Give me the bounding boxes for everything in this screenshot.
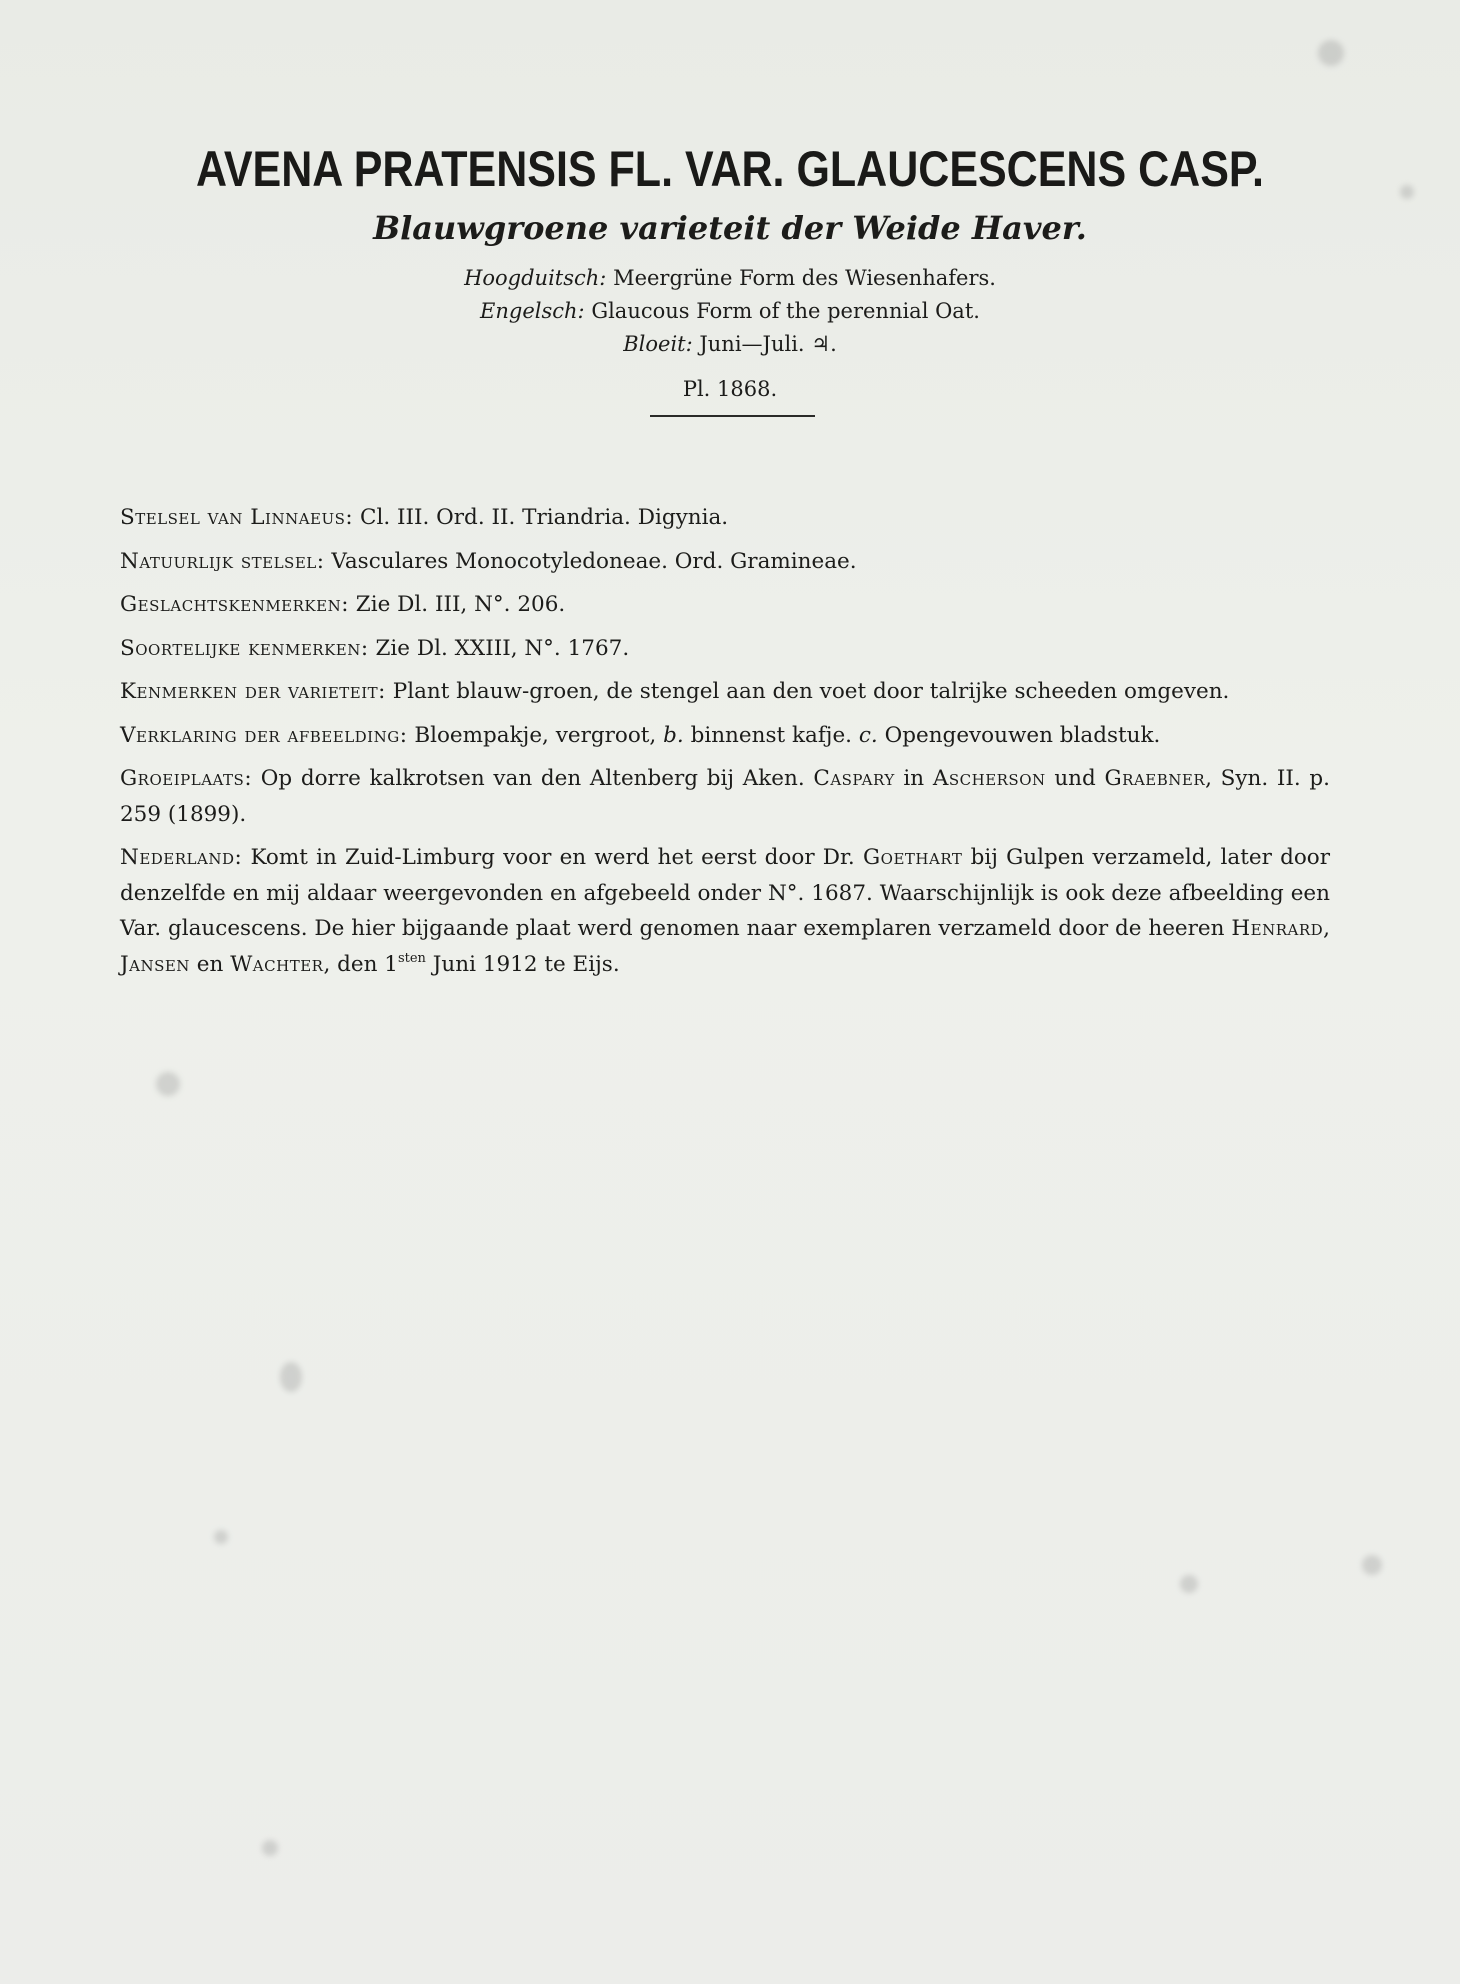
entry-label: Nederland: — [120, 845, 243, 870]
entry-value: en — [196, 951, 224, 977]
person-name: Goethart — [862, 845, 963, 870]
entry-value: , — [1323, 916, 1330, 941]
paper-spot — [280, 1362, 302, 1392]
german-value: Meergrüne Form des Wiesenhafers. — [613, 266, 996, 290]
english-value: Glaucous Form of the perennial Oat. — [591, 299, 980, 323]
figure-letter: b. — [663, 722, 684, 748]
plate-number: Pl. 1868. — [682, 377, 778, 401]
entry-label: Groeiplaats: — [120, 766, 253, 791]
entry-value: Komt in Zuid-Limburg voor en werd het eerst door Dr. — [250, 845, 855, 870]
figure-letter: c. — [858, 722, 878, 748]
entry-label: Natuurlijk stelsel: — [120, 548, 325, 574]
bloom-period — [0, 328, 1460, 361]
entry-natural-system — [120, 544, 1330, 580]
german-label: Hoogduitsch: — [464, 266, 607, 290]
entry-value: , Syn. II. p. 259 (1899). — [120, 766, 1330, 827]
entry-value: und — [1054, 766, 1096, 791]
entry-value: Opengevouwen bladstuk. — [884, 722, 1161, 748]
paper-spot — [1318, 40, 1344, 66]
page-title: AVENA PRATENSIS FL. VAR. GLAUCESCENS CASP. — [196, 141, 1264, 197]
entry-label: Stelsel van Linnaeus: — [120, 505, 354, 530]
author-name: Caspary — [813, 766, 895, 791]
entry-value: bij Gulpen verzameld, later door denzelfde en mij aldaar weergevonden en afgebeeld onder N°. 1687. Waarschijnlijk is ook deze afbeelding een Var. glaucescens. De hier bijgaande plaat werd genomen naar exemplaren verzameld door de heeren — [120, 845, 1331, 941]
entry-label: Soortelijke kenmerken: — [120, 635, 369, 661]
entry-figure — [120, 718, 1330, 754]
english-label: Engelsch: — [480, 299, 585, 323]
paper-spot — [1180, 1575, 1198, 1593]
entry-linnaeus — [120, 500, 1330, 536]
author-name: Graebner — [1104, 766, 1206, 791]
entry-value: Juni 1912 te Eijs. — [432, 951, 620, 977]
bloom-label: Bloeit: — [623, 332, 693, 356]
entry-variety — [120, 674, 1330, 710]
author-name: Ascherson — [932, 766, 1046, 791]
paper-spot — [262, 1840, 278, 1856]
paper-spot — [1362, 1555, 1382, 1575]
entry-value: Plant blauw-groen, de stengel aan den voet door talrijke scheeden omgeven. — [392, 679, 1230, 704]
entry-label: Kenmerken der varieteit: — [120, 679, 386, 704]
entry-value: , den 1 — [323, 951, 398, 977]
document-header — [0, 138, 1460, 417]
page-subtitle: Blauwgroene varieteit der Weide Haver. — [373, 209, 1087, 247]
german-name — [0, 262, 1460, 295]
common-names — [0, 262, 1460, 361]
person-name: Henrard — [1231, 916, 1324, 941]
entry-value: in — [903, 766, 925, 791]
entry-value: Bloempakje, vergroot, — [414, 722, 657, 748]
entry-value: Zie Dl. XXIII, N°. 1767. — [375, 635, 630, 661]
english-name — [0, 295, 1460, 328]
entry-value: Op dorre kalkrotsen van den Altenberg bij Aken. — [260, 766, 805, 791]
person-name: Wachter — [230, 951, 324, 977]
paper-spot — [214, 1530, 228, 1544]
entry-value: Cl. III. Ord. II. Triandria. Digynia. — [360, 505, 729, 530]
person-name: Jansen — [120, 951, 190, 977]
entry-habitat — [120, 761, 1330, 832]
superscript: sten — [397, 950, 426, 966]
header-rule — [650, 415, 815, 417]
entry-value: Vasculares Monocotyledoneae. Ord. Gramineae. — [331, 548, 857, 574]
entry-genus — [120, 587, 1330, 623]
entry-label: Verklaring der afbeelding: — [120, 722, 408, 748]
paper-spot — [156, 1072, 180, 1096]
entry-value: binnenst kafje. — [690, 722, 853, 748]
entry-species — [120, 631, 1330, 667]
entry-netherlands — [120, 840, 1330, 982]
bloom-value: Juni—Juli. ♃. — [699, 332, 837, 356]
entry-label: Geslachtskenmerken: — [120, 592, 349, 617]
entry-value: Zie Dl. III, N°. 206. — [355, 592, 566, 617]
description-body — [120, 500, 1330, 990]
